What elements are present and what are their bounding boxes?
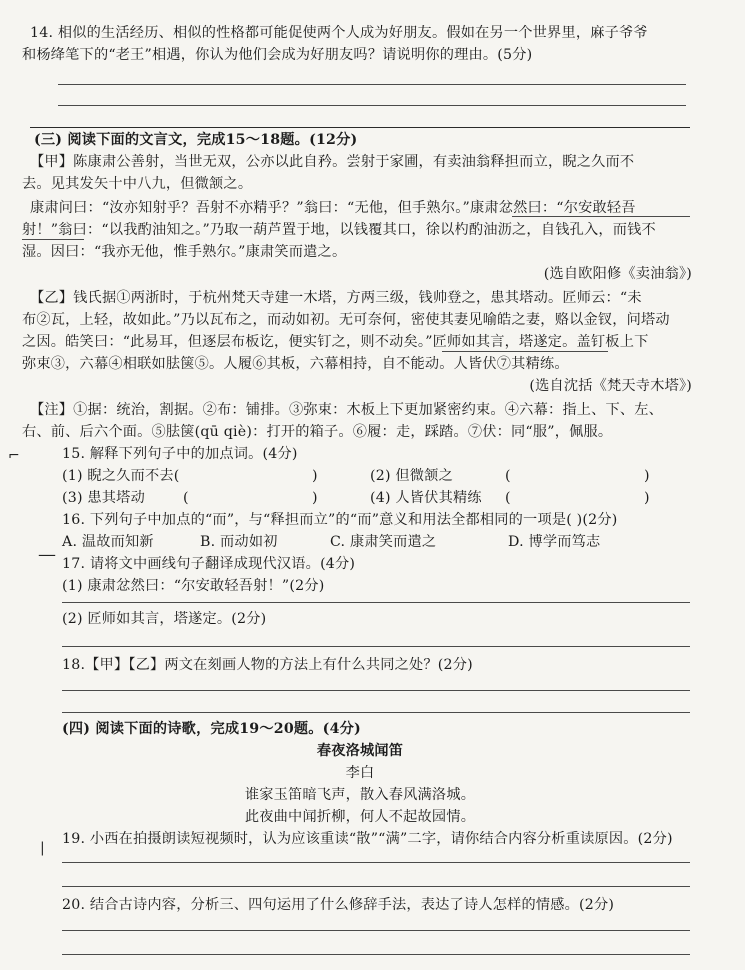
section3-header: (三) 阅读下面的文言文，完成15～18题。(12分) — [34, 132, 358, 148]
q15-close-paren: ) — [312, 490, 318, 506]
margin-dash: — — [38, 544, 56, 565]
underline-mark — [512, 216, 690, 217]
q15-close-paren: ) — [644, 490, 650, 506]
section-divider — [30, 127, 690, 128]
answer-line — [58, 84, 686, 85]
q17-title: 17. 请将文中画线句子翻译成现代汉语。(4分) — [62, 556, 356, 572]
jia-line: 康肃问曰：“汝亦知射乎？吾射不亦精乎？”翁曰：“无他，但手熟尔。”康肃忿然曰：“尔安敢轻吾 — [30, 200, 636, 216]
poem-title: 春夜洛城闻笛 — [316, 743, 404, 759]
scan-mark: ⌐ — [8, 448, 20, 464]
q16-option-a: A. 温故而知新 — [62, 534, 154, 550]
q14-line2: 和杨绛笔下的“老王”相遇，你认为他们会成为好朋友吗？请说明你的理由。(5分) — [22, 47, 533, 63]
jia-line: 去。见其发矢十中八九，但微颔之。 — [22, 176, 253, 192]
q15-item-4: (4) 人皆伏其精练 — [370, 490, 482, 506]
answer-line — [62, 646, 690, 647]
yi-line: 【乙】钱氏据①两浙时，于杭州梵天寺建一木塔，方两三级，钱帅登之，患其塔动。匠师云：“未 — [30, 290, 642, 306]
q18-title: 18.【甲】【乙】两文在刻画人物的方法上有什么共同之处？(2分) — [62, 657, 473, 673]
jia-line: 射！”翁曰：“以我酌油知之。”乃取一葫芦置于地，以钱覆其口，徐以杓酌油沥之，自钱孔入，而钱不 — [22, 222, 656, 238]
answer-line — [62, 954, 690, 955]
underline-mark — [442, 351, 608, 352]
q15-title: 15. 解释下列句子中的加点词。(4分) — [62, 446, 298, 462]
jia-source: (选自欧阳修《卖油翁》) — [543, 266, 692, 282]
q15-close-paren: ) — [312, 468, 318, 484]
q19-text: 19. 小西在拍摄朗读短视频时，认为应该重读“散”“满”二字，请你结合内容分析重读原因。(2分) — [62, 831, 673, 847]
jia-line: 湿。因曰：“我亦无他，惟手熟尔。”康肃笑而遣之。 — [22, 244, 347, 260]
notes-line: 【注】①据：统治，割据。②布：铺排。③弥束：木板上下更加紧密约束。④六幕：指上、下、左、 — [30, 402, 664, 418]
notes-line: 右、前、后六个面。⑤胠箧(qū qiè)：打开的箱子。⑥履：走，踩踏。⑦伏：同“服”，佩服。 — [22, 424, 613, 440]
answer-line — [62, 862, 690, 863]
q15-item-1: (1) 睨之久而不去( — [62, 468, 180, 484]
scan-mark: | — [40, 840, 45, 856]
q17-sub2: (2) 匠师如其言，塔遂定。(2分) — [62, 611, 267, 627]
q16-option-b: B. 而动如初 — [200, 534, 278, 550]
q16-option-c: C. 康肃笑而遣之 — [330, 534, 437, 550]
poem-author: 李白 — [345, 765, 375, 781]
poem-line-2: 此夜曲中闻折柳，何人不起故园情。 — [244, 809, 476, 825]
answer-line — [62, 690, 690, 691]
q15-close-paren: ) — [644, 468, 650, 484]
poem-line-1: 谁家玉笛暗飞声，散入春风满洛城。 — [244, 787, 476, 803]
q15-item-2: (2) 但微颔之 — [370, 468, 453, 484]
underline-mark — [22, 239, 84, 240]
q16-title: 16. 下列句子中加点的“而”，与“释担而立”的“而”意义和用法全都相同的一项是( )(2分) — [62, 512, 618, 528]
yi-line: 弥束③，六幕④相联如胠箧⑤。人履⑥其板，六幕相持，自不能动。人皆伏⑦其精练。 — [22, 356, 569, 372]
yi-line: 布②瓦，上轻，故如此。”乃以瓦布之，而动如初。无可奈何，密使其妻见喻皓之妻，赂以金钗，问塔动 — [22, 312, 670, 328]
q15-item-3: (3) 患其塔动 — [62, 490, 145, 506]
yi-source: (选自沈括《梵天寺木塔》) — [529, 378, 692, 394]
q15-open-paren: ( — [183, 490, 189, 506]
q15-open-paren: ( — [505, 490, 511, 506]
section4-header: (四) 阅读下面的诗歌，完成19～20题。(4分) — [62, 721, 361, 737]
answer-line — [62, 712, 690, 713]
jia-line: 【甲】陈康肃公善射，当世无双，公亦以此自矜。尝射于家圃，有卖油翁释担而立，睨之久而不 — [30, 154, 635, 170]
q15-open-paren: ( — [505, 468, 511, 484]
answer-line — [62, 602, 690, 603]
answer-line — [62, 886, 690, 887]
yi-line: 之因。皓笑曰：“此易耳，但逐层布板讫，便实钉之，则不动矣。”匠师如其言，塔遂定。盖钉板上下 — [22, 334, 649, 350]
q16-option-d: D. 博学而笃志 — [508, 534, 601, 550]
q14-line1: 14. 相似的生活经历、相似的性格都可能促使两个人成为好朋友。假如在另一个世界里，麻子爷爷 — [30, 25, 648, 41]
answer-line — [58, 105, 686, 106]
q20-text: 20. 结合古诗内容，分析三、四句运用了什么修辞手法，表达了诗人怎样的情感。(2分) — [62, 897, 615, 913]
answer-line — [62, 930, 690, 931]
q17-sub1: (1) 康肃忿然曰：“尔安敢轻吾射！”(2分) — [62, 578, 325, 594]
